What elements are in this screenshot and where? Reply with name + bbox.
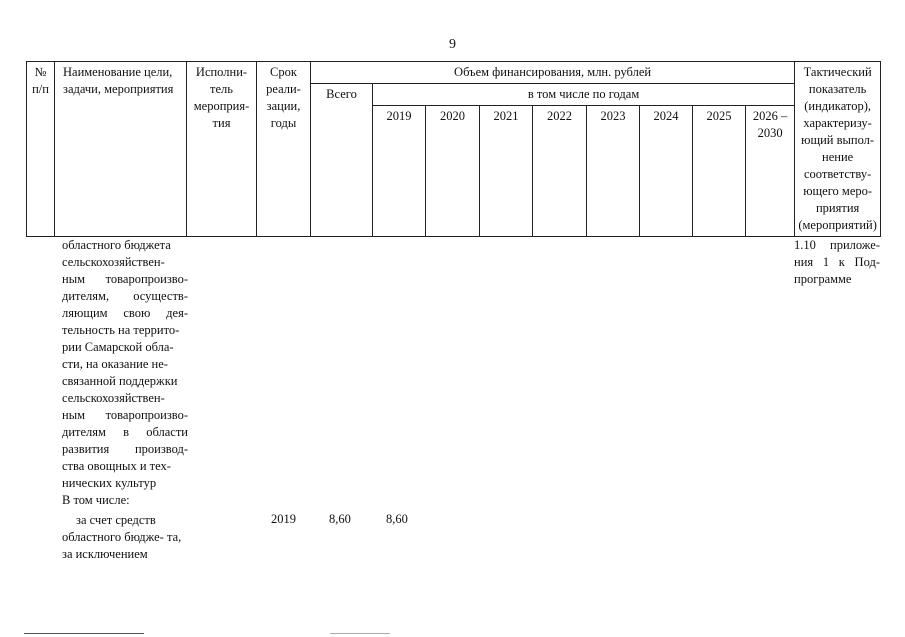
col-year-2021: 2021 [480, 106, 533, 237]
col-year-2019: 2019 [373, 106, 426, 237]
col-year-2024: 2024 [640, 106, 693, 237]
including-label: В том числе: [62, 493, 130, 507]
col-funding: Объем финансирования, млн. рублей [311, 62, 795, 84]
col-year-2026-2030: 2026 – 2030 [746, 106, 795, 237]
sub-item-description: за счет средств областного бюдже- та, за исключением [62, 513, 182, 561]
col-year-2022: 2022 [533, 106, 587, 237]
col-year-2020: 2020 [426, 106, 480, 237]
sub-item-total: 8,60 [329, 512, 351, 526]
col-indicator: Тактический показатель (индикатор), характеризу- ющий выпол- нение соответству- ющего меро- приятия (мероприятий) [795, 62, 881, 237]
col-year-2023: 2023 [587, 106, 640, 237]
funding-table-header [26, 61, 881, 237]
sub-item-2019: 8,60 [386, 512, 408, 526]
col-term: Срок реали- зации, годы [257, 62, 311, 237]
col-number: № п/п [27, 62, 55, 237]
indicator-reference: 1.10 приложе- ния 1 к Под- программе [794, 238, 880, 286]
col-total: Всего [311, 84, 373, 237]
col-name: Наименование цели, задачи, мероприятия [55, 62, 187, 237]
measure-description: областного бюджета сельскохозяйствен- ным товаропроизво- дителям, осуществ- ляющим свою дея- тельность на террито- рии Самарской обла- сти, на оказание не- связанной поддержки сельскохозяйствен- ным товаропроизво- дителям в области развития производ- ства овощных и тех- нических культур [62, 238, 188, 490]
sub-item-term: 2019 [271, 512, 296, 526]
bottom-rule-left [24, 633, 144, 634]
page-number: 9 [449, 37, 456, 52]
bottom-rule-mid [330, 633, 390, 634]
col-executor: Исполни- тель мероприя- тия [187, 62, 257, 237]
col-year-2025: 2025 [693, 106, 746, 237]
col-by-years: в том числе по годам [373, 84, 795, 106]
